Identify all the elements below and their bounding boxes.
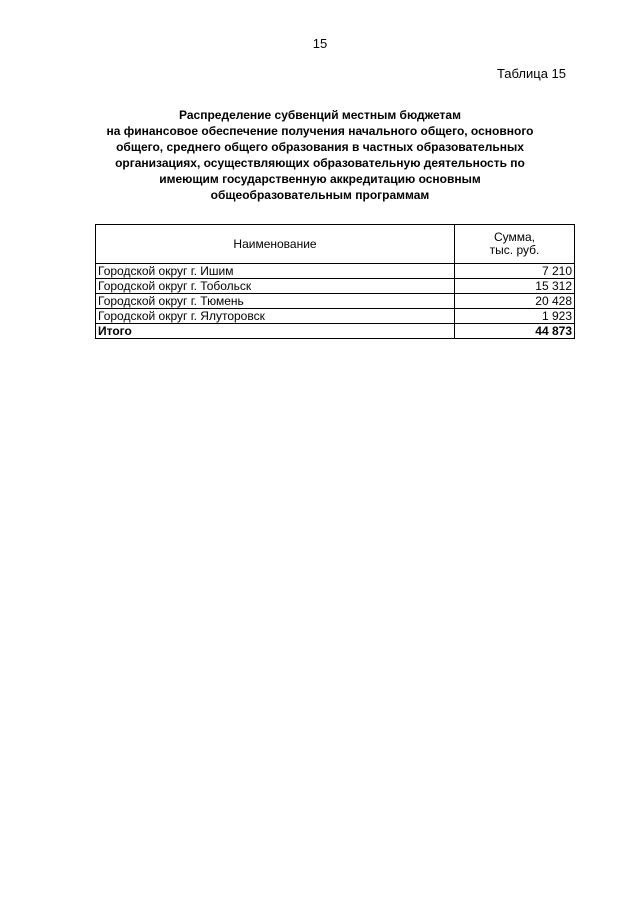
total-sum: 44 873 bbox=[455, 324, 575, 339]
row-sum: 1 923 bbox=[455, 309, 575, 324]
page-number: 15 bbox=[312, 36, 328, 51]
row-name: Городской округ г. Тюмень bbox=[96, 294, 455, 309]
title-line: Распределение субвенций местным бюджетам bbox=[179, 108, 461, 122]
row-name: Городской округ г. Ялуторовск bbox=[96, 309, 455, 324]
row-name: Городской округ г. Тобольск bbox=[96, 279, 455, 294]
table-header-row bbox=[96, 225, 575, 264]
table-row bbox=[96, 294, 575, 309]
row-sum: 7 210 bbox=[455, 264, 575, 279]
row-name: Городской округ г. Ишим bbox=[96, 264, 455, 279]
header-sum-line2: тыс. руб. bbox=[489, 243, 540, 257]
document-title bbox=[60, 107, 580, 203]
table-row bbox=[96, 279, 575, 294]
title-line: общеобразовательным программам bbox=[210, 188, 430, 202]
title-line: на финансовое обеспечение получения начального общего, основного bbox=[106, 124, 534, 138]
header-sum bbox=[455, 225, 575, 264]
title-line: организациях, осуществляющих образовательную деятельность по bbox=[115, 156, 525, 170]
title-line: общего, среднего общего образования в частных образовательных bbox=[116, 140, 524, 154]
row-sum: 15 312 bbox=[455, 279, 575, 294]
header-name: Наименование bbox=[96, 225, 455, 264]
row-sum: 20 428 bbox=[455, 294, 575, 309]
title-line: имеющим государственную аккредитацию основным bbox=[159, 172, 481, 186]
table-row bbox=[96, 264, 575, 279]
header-sum-line1: Сумма, bbox=[493, 230, 536, 244]
total-label: Итого bbox=[96, 324, 455, 339]
table-total-row bbox=[96, 324, 575, 339]
table-row bbox=[96, 309, 575, 324]
subvention-table bbox=[95, 224, 575, 339]
table-label: Таблица 15 bbox=[496, 66, 566, 81]
